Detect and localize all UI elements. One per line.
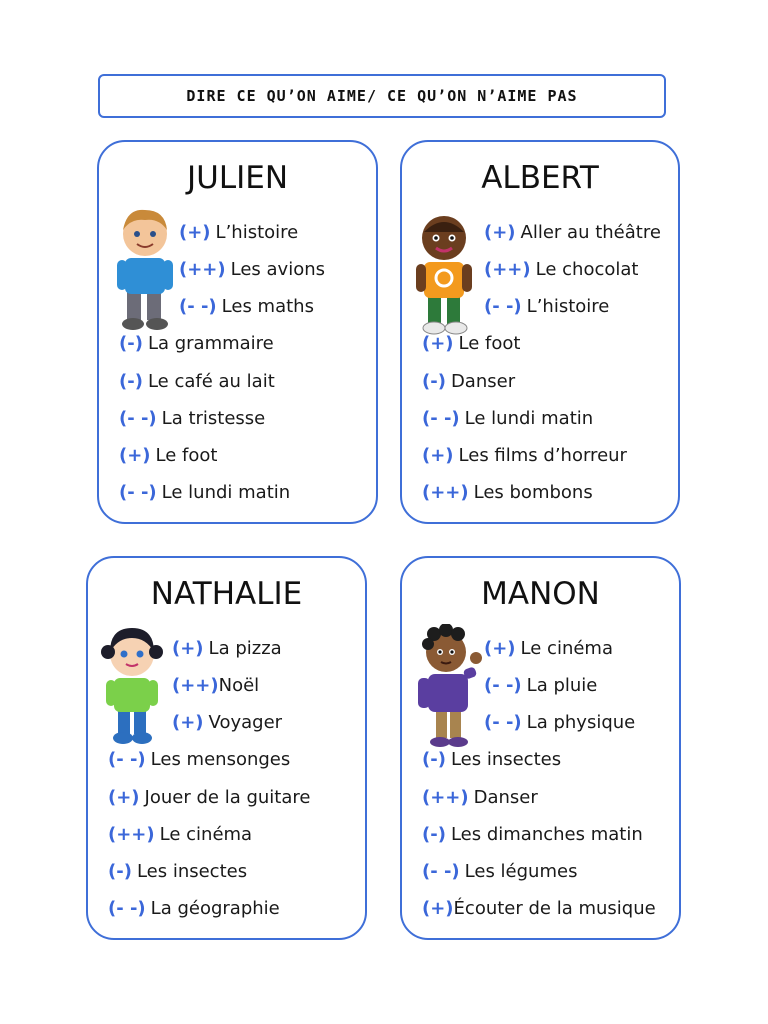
list-item [422, 824, 643, 846]
preference-mark: (++) [484, 259, 531, 280]
list-item [179, 259, 325, 281]
preference-mark: (-) [108, 861, 132, 882]
item-label: Les légumes [464, 861, 578, 882]
item-label: Le cinéma [520, 638, 613, 659]
preference-mark: (+) [179, 222, 211, 243]
item-label: Le foot [458, 333, 521, 354]
list-item [119, 445, 217, 467]
item-label: La pizza [208, 638, 282, 659]
list-item [422, 749, 561, 771]
item-label: Le lundi matin [464, 408, 594, 429]
list-item [108, 898, 280, 920]
preference-mark: (+) [422, 445, 454, 466]
list-item [172, 712, 282, 734]
preference-mark: (+) [484, 222, 516, 243]
preference-mark: (+) [172, 712, 204, 733]
list-item [422, 408, 593, 430]
list-item [484, 638, 613, 660]
list-item [108, 861, 247, 883]
list-item [179, 296, 314, 318]
item-label: Écouter de la musique [453, 898, 656, 919]
list-item [422, 482, 593, 504]
preference-mark: (++) [422, 482, 469, 503]
card-julien [97, 140, 378, 524]
list-item [422, 371, 515, 393]
item-label: Jouer de la guitare [144, 787, 311, 808]
card-albert [400, 140, 680, 524]
preference-mark: (-) [119, 371, 143, 392]
item-label: Le foot [155, 445, 218, 466]
preference-mark: (+) [108, 787, 140, 808]
preference-mark: (- -) [108, 898, 146, 919]
item-label: La physique [526, 712, 636, 733]
boy-orange-shirt-icon [416, 212, 472, 338]
title-box [98, 74, 666, 118]
preference-mark: (-) [422, 824, 446, 845]
list-item [484, 675, 597, 697]
list-item [422, 333, 520, 355]
preference-mark: (++) [172, 675, 219, 696]
list-item [422, 898, 656, 920]
card-name: ALBERT [481, 160, 599, 196]
list-item [422, 445, 627, 467]
preference-mark: (- -) [422, 408, 460, 429]
list-item [108, 787, 310, 809]
list-item [108, 749, 290, 771]
item-label: La tristesse [161, 408, 266, 429]
preference-mark: (-) [119, 333, 143, 354]
item-label: L’histoire [215, 222, 299, 243]
list-item [484, 259, 638, 281]
preference-mark: (+) [172, 638, 204, 659]
preference-mark: (- -) [484, 296, 522, 317]
preference-mark: (-) [422, 749, 446, 770]
card-name: JULIEN [186, 160, 289, 196]
item-label: Les films d’horreur [458, 445, 627, 466]
list-item [179, 222, 298, 244]
list-item [119, 482, 290, 504]
item-label: Aller au théâtre [520, 222, 661, 243]
preference-mark: (- -) [422, 861, 460, 882]
card-name: MANON [481, 576, 600, 612]
preference-mark: (- -) [484, 712, 522, 733]
preference-mark: (+) [484, 638, 516, 659]
item-label: Le lundi matin [161, 482, 291, 503]
preference-mark: (++) [422, 787, 469, 808]
preference-mark: (+) [119, 445, 151, 466]
list-item [119, 371, 275, 393]
item-label: Le café au lait [147, 371, 275, 392]
item-label: Les dimanches matin [450, 824, 643, 845]
item-label: Les mensonges [150, 749, 291, 770]
preference-mark: (++) [179, 259, 226, 280]
item-label: La géographie [150, 898, 280, 919]
item-label: L’histoire [526, 296, 610, 317]
preference-mark: (+) [422, 898, 454, 919]
item-label: La grammaire [147, 333, 274, 354]
preference-mark: (- -) [179, 296, 217, 317]
item-label: Danser [450, 371, 516, 392]
girl-green-shirt-icon [100, 624, 164, 750]
item-label: Le cinéma [159, 824, 253, 845]
item-label: Les insectes [450, 749, 562, 770]
item-label: Le chocolat [535, 259, 639, 280]
preference-mark: (- -) [119, 408, 157, 429]
item-label: Les insectes [136, 861, 248, 882]
list-item [484, 222, 661, 244]
list-item [484, 296, 609, 318]
list-item [172, 675, 259, 697]
page-title: DIRE CE QU’ON AIME/ CE QU’ON N’AIME PAS [186, 87, 578, 105]
item-label: Danser [473, 787, 538, 808]
card-manon [400, 556, 681, 940]
list-item [172, 638, 282, 660]
girl-waving-icon [414, 624, 484, 754]
item-label: La pluie [526, 675, 598, 696]
preference-mark: (-) [422, 371, 446, 392]
preference-mark: (++) [108, 824, 155, 845]
list-item [422, 861, 577, 883]
item-label: Les bombons [473, 482, 593, 503]
item-label: Voyager [208, 712, 283, 733]
card-nathalie [86, 556, 367, 940]
list-item [119, 408, 265, 430]
list-item [119, 333, 274, 355]
item-label: Les avions [230, 259, 325, 280]
list-item [422, 787, 538, 809]
list-item [108, 824, 252, 846]
list-item [484, 712, 635, 734]
preference-mark: (- -) [484, 675, 522, 696]
item-label: Les maths [221, 296, 314, 317]
preference-mark: (+) [422, 333, 454, 354]
card-name: NATHALIE [150, 576, 303, 612]
preference-mark: (- -) [119, 482, 157, 503]
preference-mark: (- -) [108, 749, 146, 770]
boy-blue-shirt-icon [115, 206, 175, 336]
item-label: Noël [218, 675, 260, 696]
